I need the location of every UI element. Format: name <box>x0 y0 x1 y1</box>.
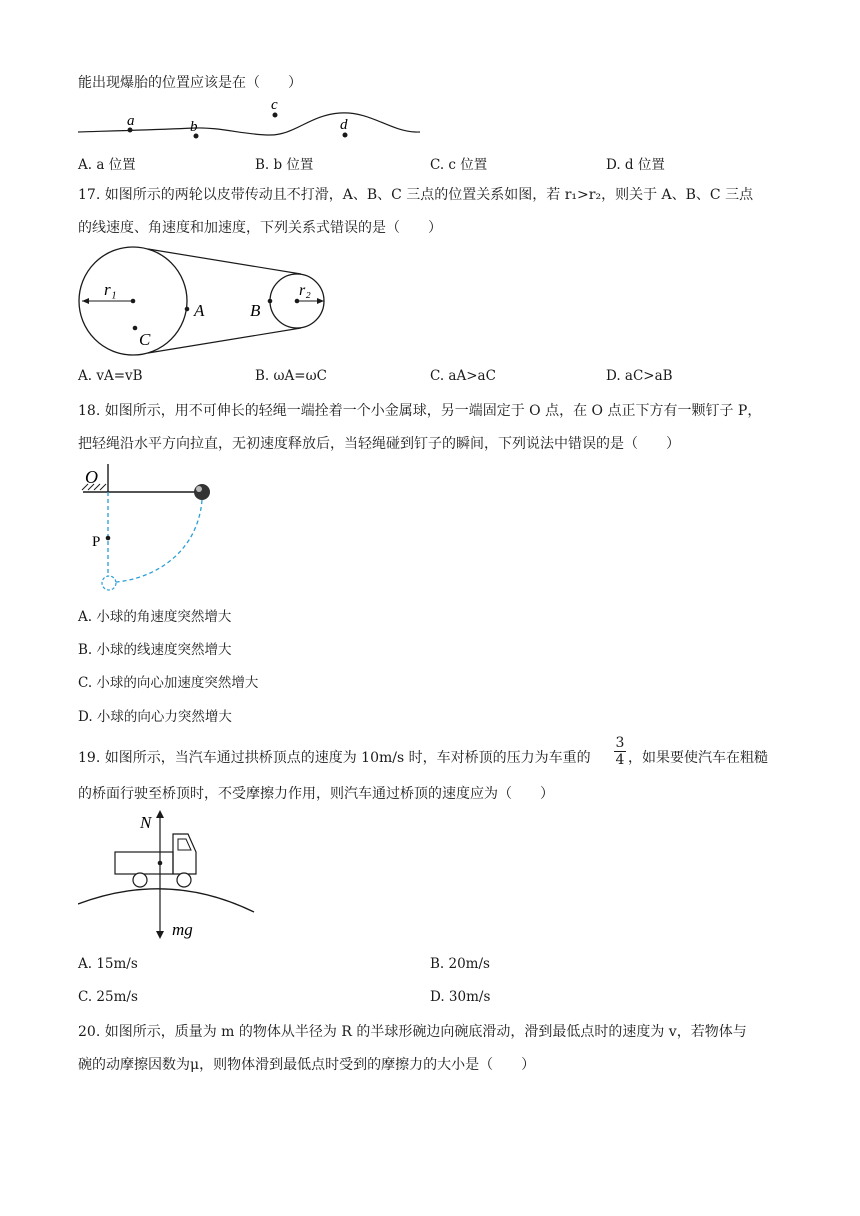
q17-stem-line2: 的线速度、角速度和加速度，下列关系式错误的是（ ） <box>78 220 442 236</box>
q18-option-d[interactable]: D. 小球的向心力突然增大 <box>78 709 232 725</box>
big-wheel-center <box>131 299 136 304</box>
q16-option-a[interactable]: A. a 位置 <box>78 157 136 173</box>
label-a: a <box>127 113 135 129</box>
point-B <box>268 299 273 304</box>
q16-stem-tail: 能出现爆胎的位置应该是在（ ） <box>78 75 302 91</box>
q18-option-c[interactable]: C. 小球的向心加速度突然增大 <box>78 675 259 691</box>
arch-bridge <box>78 889 254 912</box>
q16-option-b[interactable]: B. b 位置 <box>255 157 314 173</box>
q17-option-c[interactable]: C. aA>aC <box>430 368 496 384</box>
q16-option-c[interactable]: C. c 位置 <box>430 157 488 173</box>
q17-option-d[interactable]: D. aC>aB <box>606 368 673 384</box>
label-A: A <box>194 301 205 320</box>
q18-pendulum-figure <box>78 460 228 600</box>
fraction-denominator: 4 <box>615 752 625 768</box>
point-d <box>343 133 348 138</box>
q19-stem-line2: 的桥面行驶至桥顶时，不受摩擦力作用，则汽车通过桥顶的速度应为（ ） <box>78 786 554 802</box>
q18-option-a[interactable]: A. 小球的角速度突然增大 <box>78 609 232 625</box>
truck-bed <box>115 852 173 874</box>
fraction-numerator: 3 <box>615 735 625 751</box>
label-P: P <box>92 534 101 550</box>
belt-top <box>148 249 301 274</box>
belt-bottom <box>148 328 301 353</box>
label-C: C <box>139 330 151 349</box>
q20-stem-line2: 碗的动摩擦因数为μ，则物体滑到最低点时受到的摩擦力的大小是（ ） <box>78 1057 536 1073</box>
label-N: N <box>140 813 152 832</box>
point-A <box>185 307 190 312</box>
q19-option-a[interactable]: A. 15m/s <box>78 956 138 972</box>
q19-stem-line1b: ，如果要使汽车在粗糙 <box>628 750 768 766</box>
normal-force-arrowhead <box>156 810 164 818</box>
label-c: c <box>271 97 278 113</box>
q17-belt-figure <box>70 240 340 360</box>
label-mg: mg <box>172 920 193 939</box>
q17-stem-line1: 17. 如图所示的两轮以皮带传动且不打滑，A、B、C 三点的位置关系如图，若 r₁>r₂，则关于 A、B、C 三点 <box>78 187 754 203</box>
small-wheel-center <box>295 299 300 304</box>
front-wheel <box>177 873 191 887</box>
q16-road-figure <box>70 95 420 145</box>
ball-lowest-position <box>102 576 116 590</box>
point-c <box>273 113 278 118</box>
label-B: B <box>250 301 261 320</box>
r1-arrow <box>82 298 89 304</box>
label-r2: r₂ <box>299 282 311 299</box>
q19-bridge-figure <box>78 808 258 943</box>
truck-window <box>178 839 191 850</box>
r2-arrow <box>317 298 324 304</box>
q19-stem-line1a: 19. 如图所示，当汽车通过拱桥顶点的速度为 10m/s 时，车对桥顶的压力为车重的 <box>78 750 591 766</box>
rear-wheel <box>133 873 147 887</box>
label-O: O <box>85 467 98 487</box>
label-d: d <box>340 117 348 133</box>
q16-option-d[interactable]: D. d 位置 <box>606 157 665 173</box>
fraction-three-quarters <box>614 735 626 768</box>
gravity-arrowhead <box>156 931 164 939</box>
q17-option-b[interactable]: B. ωA=ωC <box>255 368 327 384</box>
point-C <box>133 326 138 331</box>
center-of-mass <box>158 861 163 866</box>
q19-option-b[interactable]: B. 20m/s <box>430 956 490 972</box>
q18-stem-line2: 把轻绳沿水平方向拉直，无初速度释放后，当轻绳碰到钉子的瞬间，下列说法中错误的是（ ） <box>78 436 680 452</box>
label-r1: r₁ <box>104 280 117 299</box>
truck-cab <box>173 834 196 874</box>
nail-P <box>106 536 111 541</box>
q19-option-c[interactable]: C. 25m/s <box>78 989 138 1005</box>
q19-option-d[interactable]: D. 30m/s <box>430 989 491 1005</box>
q18-stem-line1: 18. 如图所示，用不可伸长的轻绳一端拴着一个小金属球，另一端固定于 O 点，在 O 点正下方有一颗钉子 P， <box>78 403 762 419</box>
ball-highlight <box>196 486 202 492</box>
metal-ball <box>194 484 210 500</box>
q17-option-a[interactable]: A. vA=vB <box>78 368 143 384</box>
label-b: b <box>190 119 198 135</box>
q20-stem-line1: 20. 如图所示，质量为 m 的物体从半径为 R 的半球形碗边向碗底滑动，滑到最低点时的速度为 v，若物体与 <box>78 1024 747 1040</box>
q18-option-b[interactable]: B. 小球的线速度突然增大 <box>78 642 232 658</box>
swing-arc <box>116 500 202 582</box>
